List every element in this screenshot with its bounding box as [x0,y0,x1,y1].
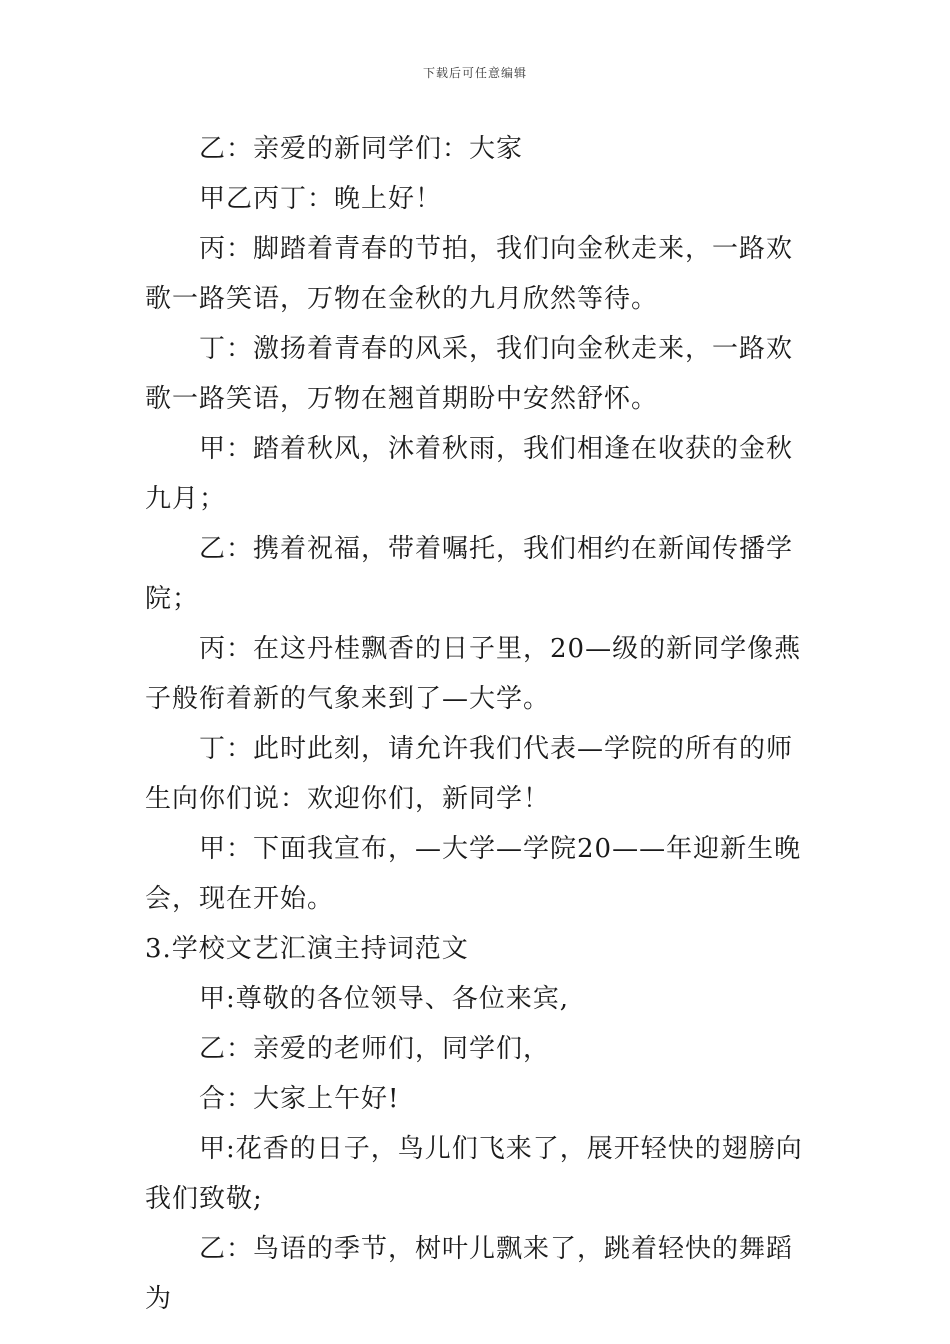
document-body [145,124,810,1324]
paragraph: 乙：鸟语的季节，树叶儿飘来了，跳着轻快的舞蹈为 [145,1234,794,1314]
paragraph: 丙：脚踏着青春的节拍，我们向金秋走来，一路欢歌一路笑语，万物在金秋的九月欣然等待。 [145,234,794,314]
page-header: 下载后可任意编辑 [422,66,527,80]
paragraph: 乙：亲爱的新同学们：大家 [199,134,524,164]
paragraph: 甲：下面我宣布，—大学—学院20——年迎新生晚会，现在开始。 [145,834,802,914]
paragraph: 甲:尊敬的各位领导、各位来宾, [199,984,570,1014]
paragraph: 丁：此时此刻，请允许我们代表—学院的所有的师生向你们说：欢迎你们，新同学！ [145,734,794,814]
paragraph: 丁：激扬着青春的风采，我们向金秋走来，一路欢歌一路笑语，万物在翘首期盼中安然舒怀。 [145,334,794,414]
paragraph: 甲：踏着秋风，沐着秋雨，我们相逢在收获的金秋九月； [145,434,794,514]
paragraph: 丙：在这丹桂飘香的日子里，20—级的新同学像燕子般衔着新的气象来到了—大学。 [145,634,802,714]
paragraph: 甲:花香的日子，鸟儿们飞来了，展开轻快的翅膀向我们致敬; [145,1134,803,1214]
section-heading: 3.学校文艺汇演主持词范文 [145,934,469,964]
paragraph: 乙：携着祝福，带着嘱托，我们相约在新闻传播学院； [145,534,794,614]
paragraph: 合：大家上午好! [199,1084,400,1114]
paragraph: 甲乙丙丁：晚上好！ [199,184,443,214]
paragraph: 乙：亲爱的老师们，同学们， [199,1034,551,1064]
